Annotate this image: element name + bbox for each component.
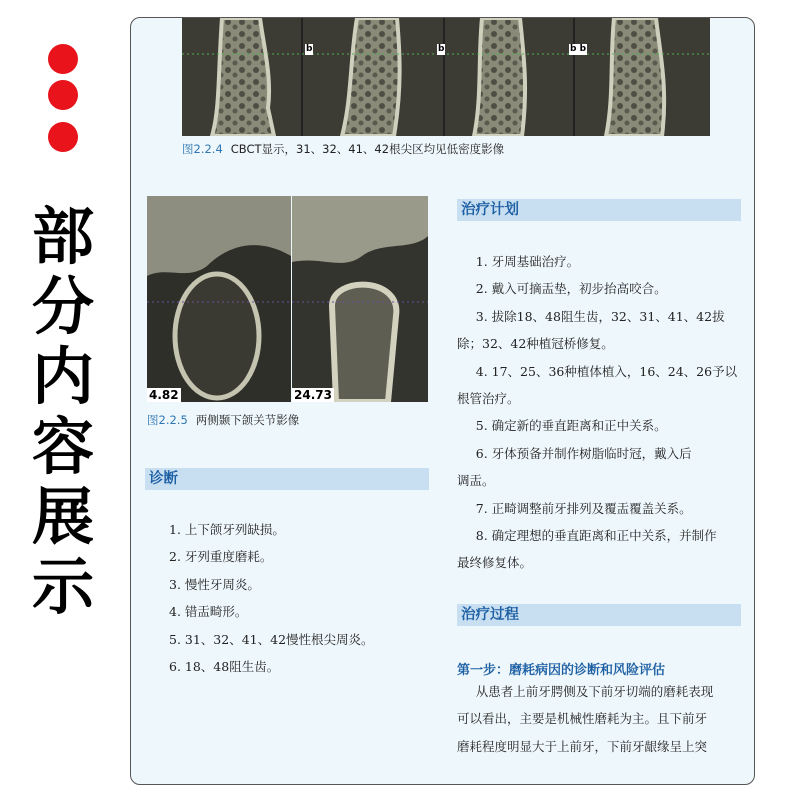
cbct-scan-image xyxy=(182,18,710,136)
tmj-scan-right xyxy=(292,196,428,402)
tmj-scan-left xyxy=(147,196,291,402)
side-title-char: 分 xyxy=(31,270,94,343)
text-line: 7. 正畸调整前牙排列及覆㿻覆盖关系。 xyxy=(475,500,692,516)
text-line: 从患者上前牙腭侧及下前牙切端的磨耗表现 xyxy=(475,684,714,699)
diagnosis-item: 3. 慢性牙周炎。 xyxy=(169,576,260,592)
diagnosis-heading: 诊断 xyxy=(145,468,429,490)
text-line: 调㿻。 xyxy=(457,473,495,489)
figure-number: 图2.2.4 xyxy=(182,142,223,156)
diagnosis-item: 5. 31、32、41、42慢性根尖周炎。 xyxy=(169,631,374,647)
scan-label-bb: b b xyxy=(570,44,587,54)
diagnosis-list xyxy=(169,516,429,680)
text-line: 2. 戴入可摘㿻垫，初步抬高咬合。 xyxy=(475,281,667,297)
side-title-char: 展 xyxy=(31,480,94,553)
figure-224-caption xyxy=(182,141,504,157)
text-line: 除；32、42种植冠桥修复。 xyxy=(457,336,614,352)
text-line: 8. 确定理想的垂直距离和正中关系，并制作 xyxy=(475,528,717,544)
treatment-process-heading: 治疗过程 xyxy=(457,604,741,626)
diagnosis-item: 4. 错㿻畸形。 xyxy=(169,604,248,620)
text-line: 1. 牙周基础治疗。 xyxy=(475,254,580,269)
figure-caption-text: CBCT显示，31、32、41、42根尖区均见低密度影像 xyxy=(230,142,505,156)
text-line: 磨耗程度明显大于上前牙，下前牙龈缘呈上突 xyxy=(457,738,708,754)
measurement-label: 4.82 xyxy=(149,388,179,402)
diagnosis-item: 1. 上下颌牙列缺损。 xyxy=(169,522,285,537)
text-line: 可以看出，主要是机械性磨耗为主。且下前牙 xyxy=(457,711,708,727)
treatment-plan-heading: 治疗计划 xyxy=(457,199,741,221)
text-line: 4. 17、25、36种植体植入，16、24、26予以 xyxy=(475,363,738,379)
treatment-plan-text xyxy=(457,248,741,577)
figure-225-caption xyxy=(147,412,299,428)
diagnosis-item: 2. 牙列重度磨耗。 xyxy=(169,549,273,565)
side-title-char: 部 xyxy=(31,200,94,273)
step-title: 第一步：磨耗病因的诊断和风险评估 xyxy=(457,663,666,678)
side-title xyxy=(28,202,98,622)
text-line: 根管治疗。 xyxy=(457,391,520,407)
figure-caption-text: 两侧颞下颌关节影像 xyxy=(195,413,300,427)
text-line: 3. 拔除18、48阻生齿，32、31、41、42拔 xyxy=(475,308,725,324)
scan-label-b: b xyxy=(306,44,313,54)
diagnosis-item: 6. 18、48阻生齿。 xyxy=(169,659,280,675)
side-title-char: 示 xyxy=(31,550,94,623)
side-title-char: 容 xyxy=(31,410,94,483)
side-title-char: 内 xyxy=(31,340,94,413)
measurement-label: 24.73 xyxy=(294,388,332,402)
scan-label-b: b xyxy=(438,44,445,54)
book-page xyxy=(130,17,755,785)
red-dot-icon xyxy=(48,122,78,152)
text-line: 最终修复体。 xyxy=(457,555,533,571)
red-dot-icon xyxy=(48,80,78,110)
figure-number: 图2.2.5 xyxy=(147,413,188,427)
text-line: 5. 确定新的垂直距离和正中关系。 xyxy=(475,418,667,434)
text-line: 6. 牙体预备并制作树脂临时冠，戴入后 xyxy=(475,445,692,461)
red-dot-icon xyxy=(48,44,78,74)
treatment-process-text xyxy=(457,678,741,760)
